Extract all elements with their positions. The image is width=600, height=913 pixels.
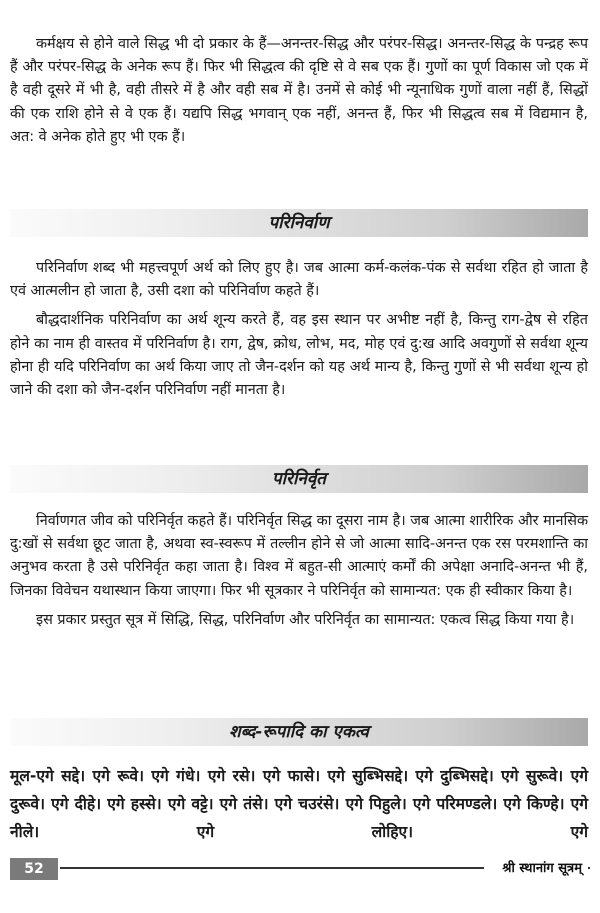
parinirvan-paragraph-1: परिनिर्वाण शब्द भी महत्त्वपूर्ण अर्थ को लिए हुए है। जब आत्मा कर्म-कलंक-पंक से सर्वथा रहित हो जाता है एवं आत्मलीन हो जाता है, उसी दशा को परिनिर्वाण कहते हैं।: [10, 260, 588, 300]
sutra-block: [10, 762, 588, 846]
heading-text-parinirvan: परिनिर्वाण: [268, 213, 330, 233]
heading-text-parinirvrit: परिनिर्वृत: [272, 469, 326, 489]
section-heading-parinirvan: [10, 209, 588, 237]
parinirvrit-paragraph-1: निर्वाणगत जीव को परिनिर्वृत कहते हैं। परिनिर्वृत सिद्ध का दूसरा नाम है। जब आत्मा शारीरिक और मानसिक दु:खों से सर्वथा छूट जाता है, अथवा स्व-स्वरूप में तल्लीन होने से जो आत्मा सादि-अनन्त एक रस परमशान्ति का अनुभव करता है उसे परिनिर्वृत कहा जाता है। विश्व में बहुत-सी आत्माएं कर्मों की अपेक्षा अनादि-अनन्त भी हैं, जिनका विवेचन यथास्थान किया जाएगा। फिर भी सूत्रकार ने परिनिर्वृत को सामान्यत: एक ही स्वीकार किया है।: [10, 513, 588, 599]
parinirvan-paragraph-2: बौद्धदार्शनिक परिनिर्वाण का अर्थ शून्य करते हैं, वह इस स्थान पर अभीष्ट नहीं है, किन्तु राग-द्वेष से रहित होने का नाम ही वास्तव में परिनिर्वाण है। राग, द्वेष, क्रोध, लोभ, मद, मोह एवं दु:ख आदि अवगुणों से सर्वथा शून्य होना ही यदि परिनिर्वाण का अर्थ किया जाए तो जैन-दर्शन को यह अर्थ मान्य है, किन्तु गुणों से भी सर्वथा शून्य हो जाने की दशा को जैन-दर्शन परिनिर्वाण नहीं मानता है।: [10, 312, 588, 399]
intro-paragraph: कर्मक्षय से होने वाले सिद्ध भी दो प्रकार के हैं—अनन्तर-सिद्ध और परंपर-सिद्ध। अनन्तर-सिद्ध के पन्द्रह रूप हैं और परंपर-सिद्ध के अनेक रूप हैं। फिर भी सिद्धत्व की दृष्टि से वे सब एक हैं। गुणों का पूर्ण विकास जो एक में है वही दूसरे में भी है, वही तीसरे में है और वही सब में है। उनमें से कोई भी न्यूनाधिक गुणों वाला नहीं हैं, सिद्धों की एक राशि होने से वे एक हैं। यद्यपि सिद्ध भगवान् एक नहीं, अनन्त हैं, फिर भी सिद्धत्व सब में विद्यमान है, अत: वे अनेक होते हुए भी एक हैं।: [10, 36, 588, 145]
intro-block: [10, 33, 588, 149]
parinirvrit-block: [10, 510, 588, 632]
section-heading-shabda: [10, 718, 588, 746]
page-number: 52: [10, 858, 58, 880]
parinirvrit-paragraph-2: इस प्रकार प्रस्तुत सूत्र में सिद्धि, सिद्ध, परिनिर्वाण और परिनिर्वृत का सामान्यत: एकत्व सिद्ध किया गया है।: [36, 611, 575, 628]
section-heading-parinirvrit: [10, 465, 588, 493]
heading-text-shabda: शब्द-रूपादि का एकत्व: [229, 722, 369, 742]
sutra-text: मूल-एगे सद्दे। एगे रूवे। एगे गंधे। एगे रसे। एगे फासे। एगे सुब्भिसद्दे। एगे दुब्भिसद्दे। एगे सुरूवे। एगे दुरूवे। एगे दीहे। एगे हस्से। एगे वट्टे। एगे तंसे। एगे चउरंसे। एगे पिहुले। एगे परिमण्डले। एगे किण्हे। एगे नीले। एगे लोहिए। एगे: [10, 767, 588, 841]
page-footer: [0, 858, 600, 880]
book-title: श्री स्थानांग सूत्रम्: [484, 858, 588, 880]
parinirvan-block: [10, 257, 588, 402]
